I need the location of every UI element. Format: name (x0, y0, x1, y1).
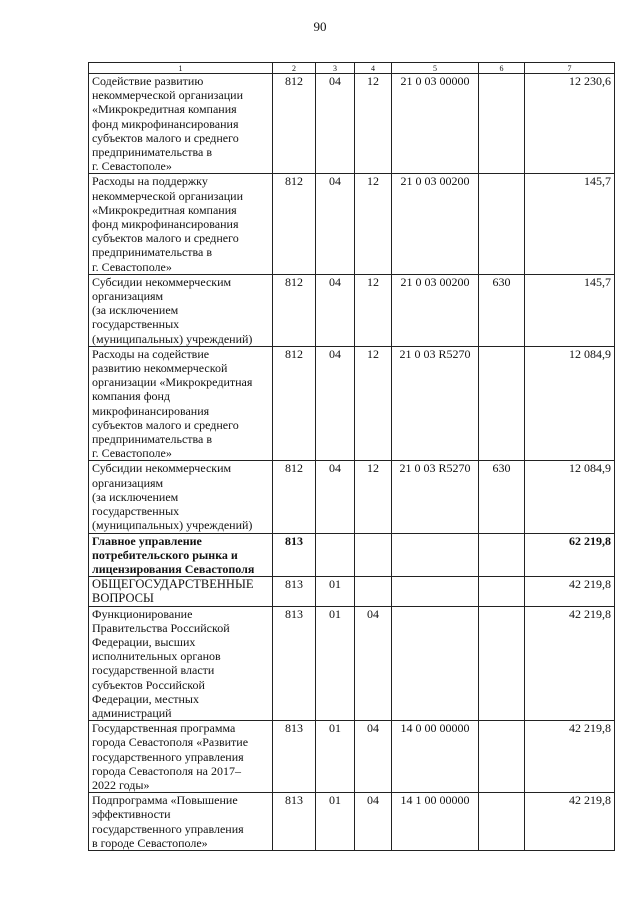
section-code-cell: 04 (316, 74, 355, 174)
row-name-line: некоммерческой организации (92, 188, 244, 203)
amount-cell: 12 230,6 (525, 74, 615, 174)
row-name-cell (89, 721, 273, 793)
table-row (89, 346, 615, 461)
table-row (89, 74, 615, 174)
subsection-code-cell: 12 (355, 174, 392, 274)
expense-type-cell: 630 (479, 461, 525, 533)
row-name-line: фонд микрофинансирования (92, 217, 239, 232)
row-name-line: организации «Микрокредитная (92, 375, 253, 390)
target-article-cell: 21 0 03 00000 (392, 74, 479, 174)
table-row (89, 793, 615, 851)
row-name-line: государственных (92, 317, 180, 332)
column-header: 7 (525, 63, 615, 74)
amount-cell: 62 219,8 (525, 533, 615, 577)
subsection-code-cell: 12 (355, 74, 392, 174)
table-row (89, 533, 615, 577)
row-name-line: Главное управление (92, 533, 202, 548)
row-name-line: предпринимательства в (92, 145, 213, 160)
column-header: 2 (273, 63, 316, 74)
subsection-code-cell: 12 (355, 346, 392, 461)
row-name-line: исполнительных органов (92, 649, 221, 664)
row-name-line: Федерации, местных (92, 691, 199, 706)
target-article-cell (392, 577, 479, 606)
row-name-line: фонд микрофинансирования (92, 116, 239, 131)
row-name-line: Правительства Российской (92, 620, 230, 635)
row-name-line: субъектов малого и среднего (92, 130, 239, 145)
amount-cell: 42 219,8 (525, 721, 615, 793)
row-name-line: организациям (92, 475, 164, 490)
expense-type-cell (479, 606, 525, 721)
expense-type-cell (479, 74, 525, 174)
row-name-line: государственной власти (92, 663, 215, 678)
target-article-cell (392, 533, 479, 577)
row-name-line: государственных (92, 504, 180, 519)
admin-code-cell: 812 (273, 74, 316, 174)
row-name-line: субъектов малого и среднего (92, 231, 239, 246)
subsection-code-cell: 12 (355, 461, 392, 533)
column-header: 3 (316, 63, 355, 74)
admin-code-cell: 812 (273, 174, 316, 274)
row-name-line: (за исключением (92, 303, 179, 318)
column-header: 4 (355, 63, 392, 74)
row-name-line: ОБЩЕГОСУДАРСТВЕННЫЕ (92, 577, 254, 592)
target-article-cell: 21 0 03 00200 (392, 274, 479, 346)
amount-cell: 42 219,8 (525, 577, 615, 606)
row-name-line: г. Севастополе» (92, 259, 172, 274)
expense-type-cell (479, 577, 525, 606)
subsection-code-cell (355, 533, 392, 577)
column-header: 6 (479, 63, 525, 74)
row-name-line: потребительского рынка и (92, 547, 238, 562)
section-code-cell: 04 (316, 461, 355, 533)
subsection-code-cell: 04 (355, 793, 392, 851)
row-name-line: ВОПРОСЫ (92, 591, 154, 606)
section-code-cell: 01 (316, 721, 355, 793)
row-name-line: г. Севастополе» (92, 159, 172, 174)
row-name-cell (89, 606, 273, 721)
amount-cell: 42 219,8 (525, 793, 615, 851)
row-name-line: организациям (92, 289, 164, 304)
subsection-code-cell: 04 (355, 721, 392, 793)
row-name-line: (муниципальных) учреждений) (92, 518, 253, 533)
section-code-cell: 01 (316, 606, 355, 721)
row-name-cell (89, 74, 273, 174)
row-name-line: Государственная программа (92, 721, 236, 736)
row-name-cell (89, 274, 273, 346)
amount-cell: 145,7 (525, 274, 615, 346)
row-name-cell (89, 461, 273, 533)
row-name-line: (за исключением (92, 489, 179, 504)
amount-cell: 42 219,8 (525, 606, 615, 721)
expense-type-cell (479, 533, 525, 577)
row-name-line: Субсидии некоммерческим (92, 274, 232, 289)
row-name-line: развитию некоммерческой (92, 361, 228, 376)
target-article-cell: 14 1 00 00000 (392, 793, 479, 851)
expense-type-cell: 630 (479, 274, 525, 346)
row-name-line: государственного управления (92, 749, 244, 764)
row-name-line: Субсидии некоммерческим (92, 461, 232, 476)
subsection-code-cell: 04 (355, 606, 392, 721)
row-name-line: администраций (92, 705, 172, 720)
column-header: 5 (392, 63, 479, 74)
table-row (89, 606, 615, 721)
row-name-line: государственного управления (92, 821, 244, 836)
section-code-cell: 01 (316, 577, 355, 606)
amount-cell: 12 084,9 (525, 461, 615, 533)
row-name-line: г. Севастополе» (92, 446, 172, 461)
row-name-line: субъектов Российской (92, 677, 205, 692)
row-name-line: «Микрокредитная компания (92, 102, 237, 117)
row-name-line: эффективности (92, 807, 171, 822)
row-name-line: «Микрокредитная компания (92, 202, 237, 217)
target-article-cell: 21 0 03 R5270 (392, 346, 479, 461)
row-name-line: в городе Севастополе» (92, 835, 208, 850)
row-name-cell (89, 346, 273, 461)
row-name-cell (89, 174, 273, 274)
row-name-line: города Севастополя на 2017– (92, 763, 241, 778)
expense-type-cell (479, 721, 525, 793)
row-name-line: Функционирование (92, 606, 193, 621)
row-name-line: лицензирования Севастополя (92, 561, 255, 576)
section-code-cell: 01 (316, 793, 355, 851)
expense-type-cell (479, 346, 525, 461)
admin-code-cell: 812 (273, 346, 316, 461)
row-name-line: микрофинансирования (92, 403, 210, 418)
row-name-line: предпринимательства в (92, 245, 213, 260)
amount-cell: 12 084,9 (525, 346, 615, 461)
section-code-cell: 04 (316, 274, 355, 346)
admin-code-cell: 813 (273, 721, 316, 793)
row-name-cell (89, 533, 273, 577)
row-name-line: (муниципальных) учреждений) (92, 331, 253, 346)
target-article-cell: 21 0 03 00200 (392, 174, 479, 274)
budget-table (88, 62, 615, 851)
subsection-code-cell (355, 577, 392, 606)
column-header: 1 (89, 63, 273, 74)
section-code-cell: 04 (316, 346, 355, 461)
row-name-line: некоммерческой организации (92, 88, 244, 103)
admin-code-cell: 813 (273, 577, 316, 606)
admin-code-cell: 812 (273, 461, 316, 533)
row-name-line: Федерации, высших (92, 634, 196, 649)
row-name-line: 2022 годы» (92, 777, 150, 792)
row-name-cell (89, 577, 273, 606)
table-row (89, 274, 615, 346)
row-name-cell (89, 793, 273, 851)
column-number-row (89, 63, 615, 74)
table-row (89, 461, 615, 533)
row-name-line: Содействие развитию (92, 74, 204, 88)
section-code-cell (316, 533, 355, 577)
page-number: 90 (313, 19, 327, 34)
table-row (89, 174, 615, 274)
row-name-line: Расходы на поддержку (92, 174, 208, 189)
expense-type-cell (479, 793, 525, 851)
table-row (89, 721, 615, 793)
target-article-cell: 14 0 00 00000 (392, 721, 479, 793)
admin-code-cell: 813 (273, 533, 316, 577)
row-name-line: субъектов малого и среднего (92, 417, 239, 432)
expense-type-cell (479, 174, 525, 274)
row-name-line: предпринимательства в (92, 432, 213, 447)
target-article-cell (392, 606, 479, 721)
row-name-line: города Севастополя «Развитие (92, 735, 249, 750)
subsection-code-cell: 12 (355, 274, 392, 346)
row-name-line: компания фонд (92, 389, 170, 404)
admin-code-cell: 813 (273, 606, 316, 721)
admin-code-cell: 812 (273, 274, 316, 346)
admin-code-cell: 813 (273, 793, 316, 851)
row-name-line: Расходы на содействие (92, 346, 210, 361)
target-article-cell: 21 0 03 R5270 (392, 461, 479, 533)
section-code-cell: 04 (316, 174, 355, 274)
table-row (89, 577, 615, 606)
amount-cell: 145,7 (525, 174, 615, 274)
row-name-line: Подпрограмма «Повышение (92, 793, 238, 808)
